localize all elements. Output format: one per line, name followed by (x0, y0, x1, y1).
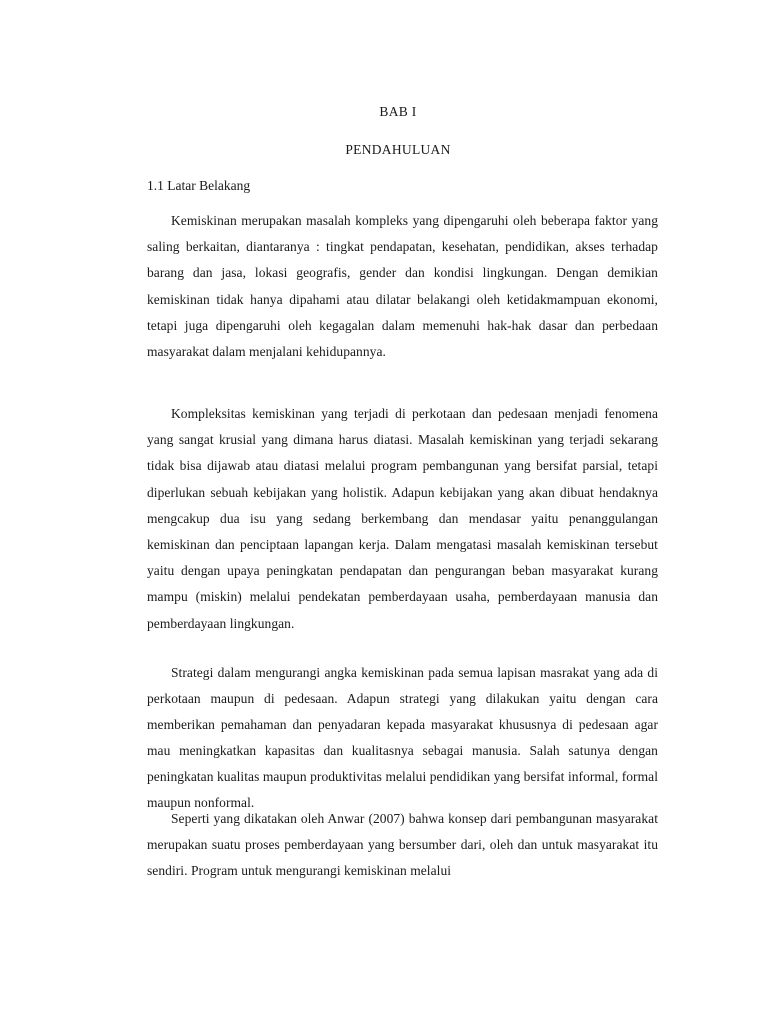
chapter-number: BAB I (379, 104, 417, 119)
chapter-title: PENDAHULUAN (345, 142, 451, 157)
paragraph: Seperti yang dikatakan oleh Anwar (2007) bahwa konsep dari pembangunan masyarakat merupakan suatu proses pemberdayaan yang bersumber dari, oleh dan untuk masyarakat itu sendiri. Program untuk mengurangi kemiskinan melalui (147, 811, 658, 879)
paragraph: Kemiskinan merupakan masalah kompleks yang dipengaruhi oleh beberapa faktor yang saling berkaitan, diantaranya : tingkat pendapatan, kesehatan, pendidikan, akses terhadap barang dan jasa, lokasi geografis, gender dan kondisi lingkungan. Dengan demikian kemiskinan tidak hanya dipahami atau dilatar belakangi oleh ketidakmampuan ekonomi, tetapi juga dipengaruhi oleh kegagalan dalam memenuhi hak-hak dasar dan perbedaan masyarakat dalam menjalani kehidupannya. (147, 213, 658, 360)
paragraph: Kompleksitas kemiskinan yang terjadi di perkotaan dan pedesaan menjadi fenomena yang sangat krusial yang dimana harus diatasi. Masalah kemiskinan yang terjadi sekarang tidak bisa dijawab atau diatasi melalui program pembangunan yang bersifat parsial, tetapi diperlukan sebuah kebijakan yang holistik. Adapun kebijakan yang akan dibuat hendaknya mengcakup dua isu yang sedang berkembang dan mendasar yaitu penanggulangan kemiskinan dan penciptaan lapangan kerja. Dalam mengatasi masalah kemiskinan tersebut yaitu dengan upaya peningkatan pendapatan dan pengurangan beban masyarakat kurang mampu (miskin) melalui pendekatan pemberdayaan usaha, pemberdayaan manusia dan pemberdayaan lingkungan. (147, 406, 658, 631)
paragraph: Strategi dalam mengurangi angka kemiskinan pada semua lapisan masrakat yang ada di perkotaan maupun di pedesaan. Adapun strategi yang dilakukan yaitu dengan cara memberikan pemahaman dan penyadaran kepada masyarakat khususnya di pedesaan agar mau meningkatkan kapasitas dan kualitasnya sebagai manusia. Salah satunya dengan peningkatan kualitas maupun produktivitas melalui pendidikan yang bersifat informal, formal maupun nonformal. (147, 665, 658, 811)
section-heading: 1.1 Latar Belakang (147, 178, 251, 193)
